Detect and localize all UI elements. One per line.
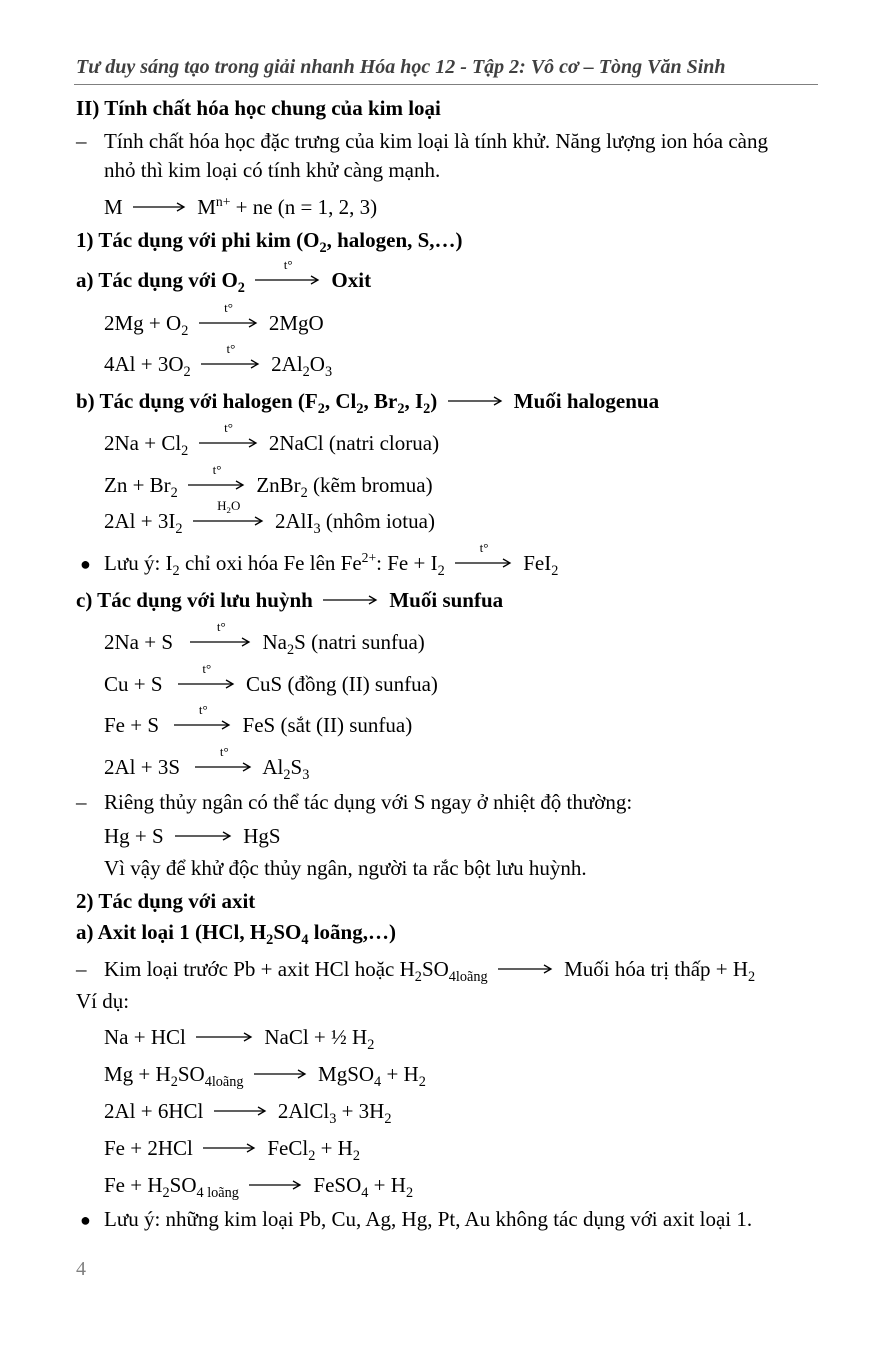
equation-fe-hcl: Fe + 2HCl FeCl$_2$ + $H_2$: [104, 1136, 360, 1164]
reaction-arrow: [252, 1061, 310, 1087]
intro-line-1: Tính chất hóa học đặc trưng của kim loại là tính khử. Năng lượng ion hóa càng: [104, 129, 768, 153]
equation-fe-s: Fe + S t° FeS (sắt (II) sunfua): [104, 702, 413, 737]
reaction-arrow: [173, 823, 235, 849]
equation-al-i2: $2Al + 3I_2$ $H_2O$ 2AlI$_3$ (nhôm iotua): [104, 498, 435, 537]
eq-left: M: [104, 195, 123, 219]
bullet-dot: ●: [80, 554, 91, 574]
equation-na-hcl: Na + HCl NaCl + ½ $H_2$: [104, 1025, 375, 1053]
equation-zn-br2: $Zn + Br_2$ t° ZnBr$_2$ (kẽm bromua): [104, 462, 433, 501]
equation-al-o2: $4Al + 3O_2$ t° $2Al_2O_3$: [104, 341, 333, 380]
subsection-1b-title: b) Tác dụng với halogen ($F_2$, $Cl_2$, $Br_2$, $I_2$) Muối halogenua: [76, 389, 660, 417]
equation-mg-h2so4: $Mg + H_2SO_{4loãng}$ MgSO$_4$ + $H_2$: [104, 1062, 426, 1090]
reaction-arrow: [446, 388, 506, 414]
running-header: Tư duy sáng tạo trong giải nhanh Hóa học 12 - Tập 2: Vô cơ – Tòng Văn Sinh: [76, 56, 726, 78]
reaction-arrow: t°: [186, 472, 248, 498]
dash-bullet: –: [76, 957, 87, 981]
mercury-note: Riêng thủy ngân có thể tác dụng với S ngay ở nhiệt độ thường:: [104, 790, 633, 814]
eq-ion: M: [197, 195, 216, 219]
reaction-arrow: [321, 587, 381, 613]
example-label: Ví dụ:: [76, 989, 130, 1013]
page-number: 4: [76, 1258, 86, 1280]
equation-al-hcl: 2Al + 6HCl 2AlCl$_3$ + $3H_2$: [104, 1099, 392, 1127]
header-divider: [74, 84, 818, 85]
subsection-2a-title: a) Axit loại 1 (HCl, $H_2SO_4$ loãng,…): [76, 920, 396, 948]
equation-mg-o2: $2Mg + O_2$ t° 2MgO: [104, 300, 324, 339]
eq-rest: + ne (n = 1, 2, 3): [230, 195, 378, 219]
equation-al-s: 2Al + 3S t° $Al_2S_3$: [104, 744, 310, 783]
equation-na-cl2: $2Na + Cl_2$ t° 2NaCl (natri clorua): [104, 420, 440, 459]
general-equation: [104, 194, 377, 220]
reaction-arrow: [247, 1172, 305, 1198]
reaction-arrow: t°: [197, 310, 261, 336]
reaction-arrow: t°: [453, 550, 515, 576]
bullet-dot: ●: [80, 1210, 91, 1230]
equation-fe-h2so4: $Fe + H_2SO_{4 loãng}$ FeSO$_4$ + $H_2$: [104, 1173, 414, 1201]
intro-line-2: nhỏ thì kim loại có tính khử càng mạnh.: [104, 158, 441, 182]
reaction-arrow: t°: [193, 754, 255, 780]
mercury-note-2: Vì vậy để khử độc thủy ngân, người ta rắc bột lưu huỳnh.: [104, 856, 587, 880]
reaction-arrow: t°: [197, 430, 261, 456]
reaction-arrow: t°: [199, 351, 263, 377]
subsection-1a-title: a) Tác dụng với $O_2$ t° Oxit: [76, 257, 372, 296]
reaction-arrow: t°: [176, 671, 238, 697]
acid-rule: Kim loại trước Pb + axit HCl hoặc $H_2SO_{4loãng}$ Muối hóa trị thấp + $H_2$: [104, 957, 756, 985]
subsection-1c-title: c) Tác dụng với lưu huỳnh Muối sunfua: [76, 588, 504, 612]
subsection-1-title: 1) Tác dụng với phi kim ($O_2$, halogen, S,…): [76, 228, 463, 256]
note-acid: Lưu ý: những kim loại Pb, Cu, Ag, Hg, Pt, Au không tác dụng với axit loại 1.: [104, 1207, 753, 1231]
equation-cu-s: Cu + S t° CuS (đồng (II) sunfua): [104, 661, 438, 696]
reaction-arrow: [201, 1135, 259, 1161]
dash-bullet: –: [76, 129, 87, 153]
reaction-arrow: t°: [188, 629, 254, 655]
section-title: II) Tính chất hóa học chung của kim loại: [76, 96, 441, 120]
note-i2: Lưu ý: $I_2$ chỉ oxi hóa Fe lên $Fe^{2+}$: $Fe + I_2$ t° FeI$_2$: [104, 540, 559, 579]
reaction-arrow: t°: [172, 712, 234, 738]
reaction-arrow: $H_2O$: [191, 508, 267, 534]
equation-na-s: 2Na + S t° $Na_2S$ (natri sunfua): [104, 619, 425, 658]
dash-bullet: –: [76, 790, 87, 814]
reaction-arrow: [212, 1098, 270, 1124]
ion-charge: n+: [215, 193, 231, 209]
subsection-2-title: 2) Tác dụng với axit: [76, 889, 256, 913]
reaction-arrow: [496, 956, 556, 982]
reaction-arrow: t°: [253, 267, 323, 293]
reaction-arrow: [194, 1024, 256, 1050]
equation-hg-s: Hg + S HgS: [104, 824, 281, 848]
reaction-arrow: [131, 194, 189, 220]
